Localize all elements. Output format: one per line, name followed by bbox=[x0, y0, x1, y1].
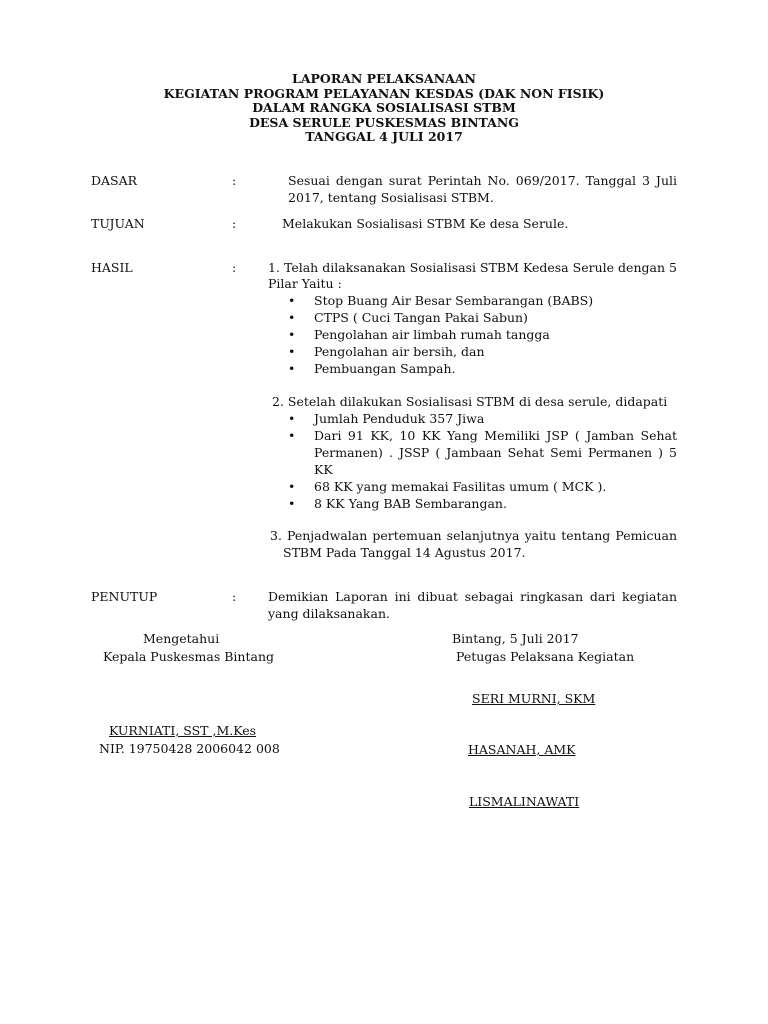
list-item-text-line-3: KK bbox=[314, 462, 333, 477]
kepala-name: KURNIATI, SST ,M.Kes bbox=[109, 723, 257, 738]
list-item-text: Pengolahan air bersih, dan bbox=[314, 344, 485, 359]
dasar-text-line-1: Sesuai dengan surat Perintah No. 069/2017. Tanggal 3 Juli bbox=[288, 173, 677, 188]
bullet-icon: • bbox=[288, 479, 296, 494]
mengetahui-label: Mengetahui bbox=[143, 631, 220, 646]
officer-name-1: SERI MURNI, SKM bbox=[472, 691, 596, 706]
report-header bbox=[0, 72, 768, 145]
list-item bbox=[288, 360, 677, 377]
list-item-text: Jumlah Penduduk 357 Jiwa bbox=[314, 411, 485, 426]
hasil-point-1-line-2: Pilar Yaitu : bbox=[268, 276, 342, 291]
hasil-point-2: 2. Setelah dilakukan Sosialisasi STBM di desa serule, didapati bbox=[272, 394, 668, 409]
list-item bbox=[288, 478, 677, 495]
list-item-text: 68 KK yang memakai Fasilitas umum ( MCK ). bbox=[314, 479, 607, 494]
list-item-text: Stop Buang Air Besar Sembarangan (BABS) bbox=[314, 293, 594, 308]
bullet-icon: • bbox=[288, 496, 296, 511]
bullet-icon: • bbox=[288, 411, 296, 426]
hasil-label: HASIL bbox=[91, 260, 133, 275]
list-item-text: 8 KK Yang BAB Sembarangan. bbox=[314, 496, 507, 511]
list-item-text-line-1: Dari 91 KK, 10 KK Yang Memiliki JSP ( Jamban Sehat bbox=[314, 428, 677, 443]
header-line-5: TANGGAL 4 JULI 2017 bbox=[305, 129, 463, 144]
header-line-4: DESA SERULE PUSKESMAS BINTANG bbox=[249, 114, 519, 130]
list-item-text: Pengolahan air limbah rumah tangga bbox=[314, 327, 550, 342]
header-line-1: LAPORAN PELAKSANAAN bbox=[292, 71, 476, 86]
header-line-3: DALAM RANGKA SOSIALISASI STBM bbox=[252, 100, 516, 115]
tujuan-text: Melakukan Sosialisasi STBM Ke desa Serule. bbox=[282, 216, 569, 231]
bullet-icon: • bbox=[288, 361, 296, 376]
tujuan-label: TUJUAN bbox=[91, 216, 145, 231]
list-item-text: Pembuangan Sampah. bbox=[314, 361, 456, 376]
header-line-2: KEGIATAN PROGRAM PELAYANAN KESDAS (DAK NON FISIK) bbox=[163, 85, 605, 101]
officer-name-3: LISMALINAWATI bbox=[469, 794, 580, 809]
bullet-icon: • bbox=[288, 327, 296, 342]
list-item bbox=[288, 292, 677, 309]
bullet-icon: • bbox=[288, 293, 296, 308]
penutup-colon: : bbox=[232, 589, 237, 604]
list-item bbox=[288, 410, 677, 427]
list-item bbox=[288, 343, 677, 360]
dasar-text-line-2: 2017, tentang Sosialisasi STBM. bbox=[288, 190, 494, 205]
penutup-text-line-1: Demikian Laporan ini dibuat sebagai ringkasan dari kegiatan bbox=[268, 589, 677, 604]
list-item-text: CTPS ( Cuci Tangan Pakai Sabun) bbox=[314, 310, 528, 325]
penutup-label: PENUTUP bbox=[91, 589, 158, 604]
tujuan-colon: : bbox=[232, 216, 237, 231]
kepala-nip: NIP. 19750428 2006042 008 bbox=[99, 741, 280, 756]
officer-name-2: HASANAH, AMK bbox=[468, 742, 576, 757]
list-item bbox=[288, 427, 677, 478]
list-item bbox=[288, 309, 677, 326]
dasar-colon: : bbox=[232, 173, 237, 188]
petugas-title: Petugas Pelaksana Kegiatan bbox=[456, 649, 635, 664]
hasil-point-1-line-1: 1. Telah dilaksanakan Sosialisasi STBM Kedesa Serule dengan 5 bbox=[268, 260, 677, 275]
list-item-text-line-2: Permanen) . JSSP ( Jambaan Sehat Semi Permanen ) 5 bbox=[314, 445, 677, 460]
bullet-icon: • bbox=[288, 310, 296, 325]
kepala-title: Kepala Puskesmas Bintang bbox=[103, 649, 274, 664]
findings-list bbox=[288, 410, 677, 512]
dasar-label: DASAR bbox=[91, 173, 138, 188]
pillar-list bbox=[288, 292, 677, 377]
penutup-text-line-2: yang dilaksanakan. bbox=[268, 606, 390, 621]
hasil-point-3-line-2: STBM Pada Tanggal 14 Agustus 2017. bbox=[283, 545, 526, 560]
hasil-colon: : bbox=[232, 260, 237, 275]
list-item bbox=[288, 495, 677, 512]
bullet-icon: • bbox=[288, 428, 296, 443]
hasil-point-3-line-1: 3. Penjadwalan pertemuan selanjutnya yaitu tentang Pemicuan bbox=[270, 528, 677, 543]
bullet-icon: • bbox=[288, 344, 296, 359]
place-date: Bintang, 5 Juli 2017 bbox=[452, 631, 579, 646]
list-item bbox=[288, 326, 677, 343]
